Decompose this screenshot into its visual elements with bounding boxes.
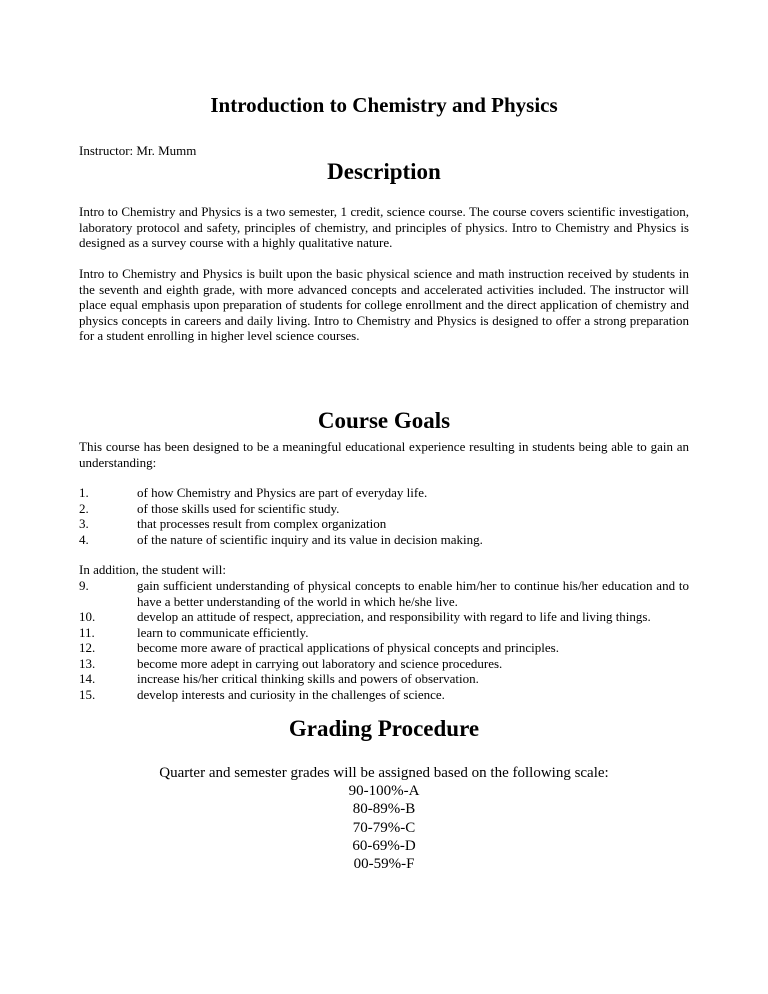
list-item-text: become more aware of practical applications of physical concepts and principles. xyxy=(137,640,559,655)
list-item xyxy=(79,532,689,548)
list-item xyxy=(79,687,689,703)
grading-scale xyxy=(0,764,768,873)
list-item-number: 10. xyxy=(79,609,96,624)
list-item xyxy=(79,485,689,501)
list-item-text: increase his/her critical thinking skills and powers of observation. xyxy=(137,671,479,686)
goals-intro-2: In addition, the student will: xyxy=(79,562,226,577)
course-goals-intro: This course has been designed to be a meaningful educational experience resulting in students being able to gain an understanding: xyxy=(79,439,689,470)
list-item xyxy=(79,656,689,672)
list-item-number: 9. xyxy=(79,578,89,593)
list-item xyxy=(79,501,689,517)
list-item-text: gain sufficient understanding of physical concepts to enable him/her to continue his/her education and to have a better understanding of the world in which he/she live. xyxy=(137,578,689,609)
list-item-text: of those skills used for scientific study. xyxy=(137,500,340,516)
grading-intro: Quarter and semester grades will be assigned based on the following scale: xyxy=(159,765,609,781)
list-item-number: 13. xyxy=(79,655,96,671)
list-item-text: become more adept in carrying out laboratory and science procedures. xyxy=(137,655,503,671)
list-item-text: of the nature of scientific inquiry and its value in decision making. xyxy=(137,531,483,547)
description-heading: Description xyxy=(327,159,441,184)
description-paragraph-1: Intro to Chemistry and Physics is a two semester, 1 credit, science course. The course covers scientific investigation, laboratory protocol and safety, principles of chemistry, and principles of physics. Intro to Chemistry and Physics is designed as a survey course with a highly qualitative nature. xyxy=(79,204,689,250)
instructor-line: Instructor: Mr. Mumm xyxy=(79,143,197,158)
list-item-text: that processes result from complex organization xyxy=(137,516,387,531)
list-item-text: of how Chemistry and Physics are part of everyday life. xyxy=(137,485,428,500)
grade-row: 60-69%-D xyxy=(352,837,416,854)
list-item-number: 12. xyxy=(79,640,96,655)
list-item-number: 15. xyxy=(79,686,96,702)
goals-list-student xyxy=(79,578,689,702)
list-item-number: 11. xyxy=(79,624,95,640)
goals-list-understanding xyxy=(79,485,689,547)
list-item xyxy=(79,516,689,532)
list-item xyxy=(79,671,689,687)
list-item-number: 1. xyxy=(79,485,89,500)
list-item xyxy=(79,640,689,656)
course-goals-heading: Course Goals xyxy=(317,408,451,433)
list-item-text: learn to communicate efficiently. xyxy=(137,624,309,640)
grade-row: 80-89%-B xyxy=(352,801,416,818)
description-paragraph-2: Intro to Chemistry and Physics is built upon the basic physical science and math instruction received by students in the seventh and eighth grade, with more advanced concepts and accelerated activities included. The instructor will place equal emphasis upon preparation of students for college enrollment and the direct application of chemistry and physics concepts in careers and daily living. Intro to Chemistry and Physics is designed to offer a strong preparation for a student enrolling in higher level science courses. xyxy=(79,266,689,343)
list-item-number: 14. xyxy=(79,671,96,686)
list-item xyxy=(79,578,689,609)
list-item xyxy=(79,625,689,641)
grade-row: 70-79%-C xyxy=(352,819,416,836)
list-item-number: 3. xyxy=(79,516,89,531)
list-item-number: 2. xyxy=(79,500,89,516)
list-item-number: 4. xyxy=(79,531,89,547)
list-item-text: develop an attitude of respect, appreciation, and responsibility with regard to life and living things. xyxy=(137,609,651,624)
grade-row: 00-59%-F xyxy=(353,856,415,873)
grade-row: 90-100%-A xyxy=(348,783,420,800)
list-item-text: develop interests and curiosity in the challenges of science. xyxy=(137,686,445,702)
page-title: Introduction to Chemistry and Physics xyxy=(210,93,558,117)
list-item xyxy=(79,609,689,625)
grading-heading: Grading Procedure xyxy=(288,716,480,741)
